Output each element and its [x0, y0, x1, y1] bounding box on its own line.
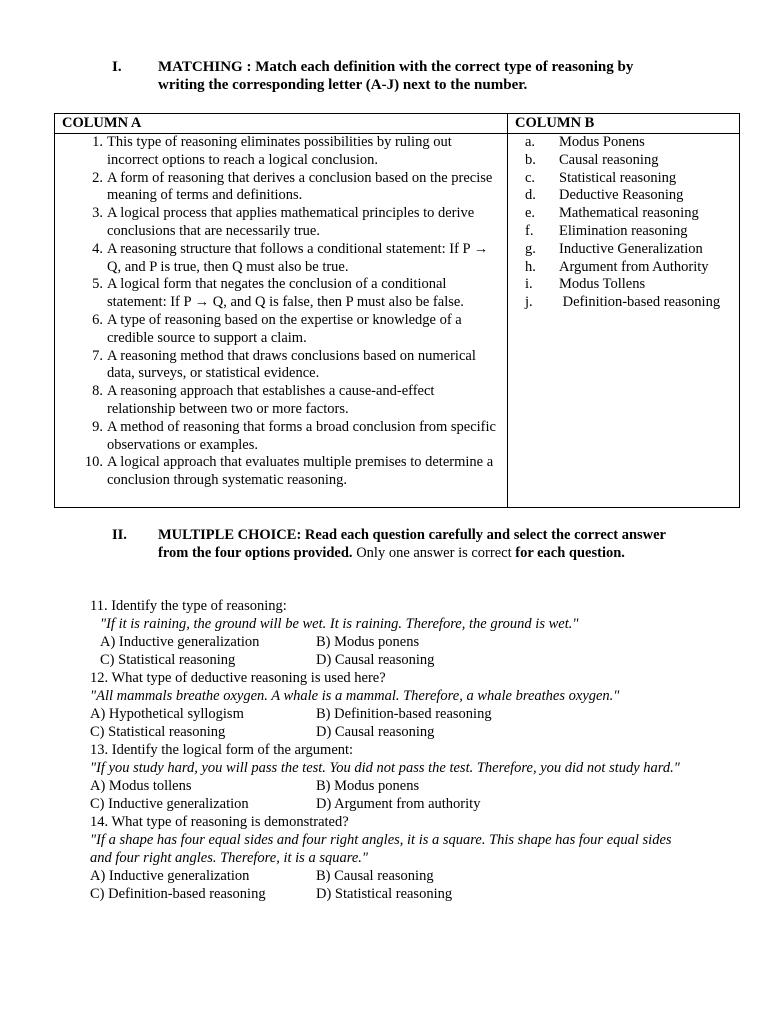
matching-table [54, 113, 740, 508]
answer-option: D) Statistical reasoning [316, 886, 453, 902]
option-letter: j. [525, 294, 533, 311]
definition-text: A reasoning approach that establishes a cause-and-effect relationship between two or more factors. [107, 383, 435, 417]
question-block [90, 741, 690, 813]
option-letter: f. [525, 222, 534, 239]
option-item [508, 134, 739, 152]
option-text: Elimination reasoning [559, 222, 688, 239]
section-2-instructions-normal: Only one answer is correct [352, 545, 516, 561]
question-prompt: 14. What type of reasoning is demonstrated? [90, 814, 349, 830]
question-prompt: 13. Identify the logical form of the argument: [90, 742, 354, 758]
answer-row [90, 651, 690, 669]
option-item [508, 223, 739, 241]
option-item [508, 205, 739, 223]
section-1-heading [112, 58, 682, 94]
definition-item [55, 241, 507, 277]
definition-number: 3. [92, 205, 103, 222]
answer-row [90, 705, 690, 723]
section-2-number: II. [112, 527, 127, 543]
question-block [90, 597, 690, 669]
definition-text: A type of reasoning based on the expertise or knowledge of a credible source to support a claim. [107, 311, 462, 346]
definition-number: 1. [92, 134, 103, 150]
definition-text: A logical approach that evaluates multiple premises to determine a conclusion through systematic reasoning. [107, 454, 494, 489]
definition-text: A reasoning method that draws conclusions based on numerical data, surveys, or statistical evidence. [107, 347, 476, 382]
definition-item [55, 205, 507, 241]
option-item [508, 152, 739, 170]
option-text: Mathematical reasoning [559, 205, 699, 222]
option-text: Argument from Authority [559, 258, 709, 275]
column-b-cell [508, 134, 740, 508]
answer-option: A) Modus tollens [90, 778, 192, 794]
option-list [508, 134, 739, 312]
option-item [508, 276, 739, 294]
definition-number: 5. [92, 276, 103, 293]
column-b-header: COLUMN B [508, 114, 740, 134]
answer-option: D) Causal reasoning [316, 724, 435, 740]
definition-number: 10. [84, 454, 103, 471]
definition-item [55, 134, 507, 170]
column-a-cell [55, 134, 508, 508]
definition-text: A form of reasoning that derives a conclusion based on the precise meaning of terms and definitions. [107, 169, 493, 204]
option-item [508, 259, 739, 277]
question-quote: "If a shape has four equal sides and four right angles, it is a square. This shape has four equal sides and four right angles. Therefore, it is a square." [90, 832, 672, 866]
definition-item [55, 454, 507, 490]
answer-option: A) Inductive generalization [90, 868, 250, 884]
definition-number: 8. [92, 383, 103, 400]
option-text: Statistical reasoning [559, 169, 677, 186]
section-2-instructions-bold: MULTIPLE CHOICE: Read each question carefully and select the correct answer from the four options provided. [158, 527, 666, 561]
definition-item [55, 312, 507, 348]
answer-option: C) Statistical reasoning [90, 724, 226, 740]
option-letter: i. [525, 276, 533, 293]
question-quote: "All mammals breathe oxygen. A whale is a mammal. Therefore, a whale breathes oxygen." [90, 688, 620, 704]
definition-list [55, 134, 507, 490]
option-text: Definition-based reasoning [559, 294, 721, 311]
answer-option: B) Definition-based reasoning [316, 706, 492, 722]
answer-row [90, 777, 690, 795]
answer-option: C) Definition-based reasoning [90, 886, 266, 902]
option-item [508, 170, 739, 188]
answer-option: D) Causal reasoning [316, 652, 435, 668]
section-2-instructions-bold-end: for each question. [515, 545, 625, 561]
answer-option: A) Inductive generalization [100, 634, 260, 650]
answer-row [90, 723, 690, 741]
answer-option: B) Causal reasoning [316, 868, 434, 884]
section-2-instructions [158, 526, 682, 562]
answer-row [90, 795, 690, 813]
answer-row [90, 633, 690, 651]
definition-item [55, 170, 507, 206]
option-item [508, 241, 739, 259]
definition-text: A method of reasoning that forms a broad conclusion from specific observations or examples. [107, 418, 496, 453]
definition-number: 6. [92, 311, 103, 328]
option-letter: b. [525, 151, 536, 168]
option-item [508, 294, 739, 312]
answer-option: C) Statistical reasoning [100, 652, 236, 668]
definition-text: A reasoning structure that follows a conditional statement: If P → Q, and P is true, then Q must also be true. [107, 240, 489, 275]
answer-option: C) Inductive generalization [90, 796, 249, 812]
option-letter: g. [525, 240, 536, 257]
option-letter: d. [525, 187, 536, 204]
definition-number: 4. [92, 240, 103, 257]
definition-text: A logical process that applies mathematical principles to derive conclusions that are necessarily true. [107, 205, 475, 239]
option-text: Modus Ponens [559, 134, 645, 150]
question-prompt: 11. Identify the type of reasoning: [90, 598, 287, 614]
option-letter: h. [525, 258, 536, 275]
answer-option: D) Argument from authority [316, 796, 481, 812]
question-prompt: 12. What type of deductive reasoning is used here? [90, 670, 386, 686]
column-a-header: COLUMN A [55, 114, 508, 134]
section-2-heading [112, 526, 682, 562]
section-1-number: I. [112, 59, 122, 75]
option-text: Inductive Generalization [559, 240, 703, 257]
answer-row [90, 885, 690, 903]
definition-number: 7. [92, 347, 103, 364]
section-1-instructions: MATCHING : Match each definition with the correct type of reasoning by writing the corresponding letter (A-J) next to the number. [158, 59, 634, 93]
question-block [90, 813, 690, 903]
multiple-choice-questions [90, 597, 690, 903]
definition-number: 9. [92, 418, 103, 435]
definition-item [55, 276, 507, 312]
option-text: Modus Tollens [559, 276, 646, 293]
option-letter: a. [525, 134, 536, 150]
answer-option: B) Modus ponens [316, 778, 420, 794]
definition-item [55, 383, 507, 419]
option-letter: e. [525, 205, 536, 222]
option-text: Causal reasoning [559, 151, 659, 168]
answer-option: A) Hypothetical syllogism [90, 706, 244, 722]
question-block [90, 669, 690, 741]
option-item [508, 187, 739, 205]
option-letter: c. [525, 169, 536, 186]
definition-text: This type of reasoning eliminates possibilities by ruling out incorrect options to reach a logical conclusion. [107, 134, 452, 168]
question-quote: "If you study hard, you will pass the test. You did not pass the test. Therefore, you did not study hard." [90, 760, 680, 776]
definition-number: 2. [92, 169, 103, 186]
definition-item [55, 419, 507, 455]
definition-text: A logical form that negates the conclusion of a conditional statement: If P → Q, and Q is false, then P must also be false. [107, 276, 464, 311]
question-quote: "If it is raining, the ground will be wet. It is raining. Therefore, the ground is wet." [100, 616, 579, 632]
answer-row [90, 867, 690, 885]
definition-item [55, 348, 507, 384]
answer-option: B) Modus ponens [316, 634, 420, 650]
option-text: Deductive Reasoning [559, 187, 684, 204]
